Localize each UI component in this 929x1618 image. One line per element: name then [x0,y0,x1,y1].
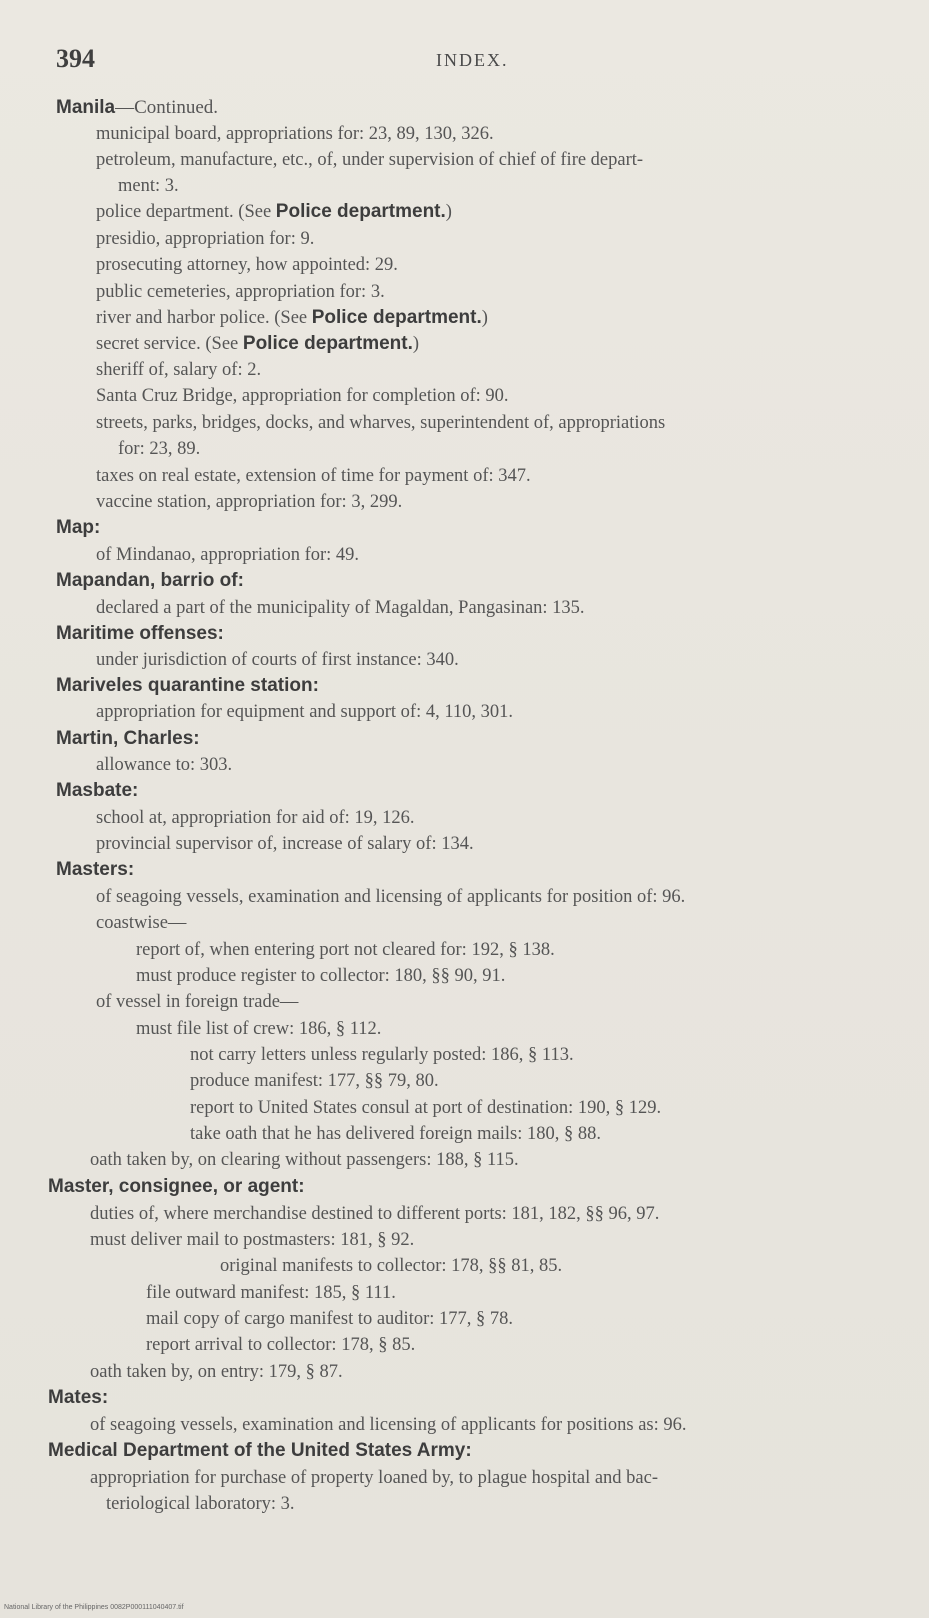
entry-text: must file list of crew: 186, § 112. [136,1019,382,1039]
entry-text: ment: 3. [118,176,179,196]
entry-text: appropriation for equipment and support of: 4, 110, 301. [96,702,514,722]
index-heading [48,1439,472,1463]
entry-text: report arrival to collector: 178, § 85. [146,1335,416,1355]
heading-text: Mariveles quarantine station: [56,675,319,696]
closing-paren: ) [481,308,488,328]
entry-text: original manifests to collector: 178, §§ 81, 85. [220,1256,563,1276]
heading-text: Mates: [48,1387,109,1408]
index-subentry [96,358,261,382]
index-subentry [90,1148,519,1172]
closing-paren: ) [412,334,420,354]
index-subentry [96,122,494,146]
running-head: INDEX. [436,50,509,70]
index-subentry [96,648,459,672]
entry-text: school at, appropriation for aid of: 19, 126. [96,808,415,828]
index-subentry [96,543,359,567]
entry-text: secret service. (See [96,334,243,354]
index-subentry [220,1254,562,1278]
cross-reference: Police department. [311,307,482,328]
index-subentry [146,1333,415,1357]
index-subentry [96,253,398,277]
index-subentry [90,1466,658,1490]
entry-text: must produce register to collector: 180, §§ 90, 91. [136,966,506,986]
index-subentry [96,990,298,1014]
entry-text: oath taken by, on clearing without passengers: 188, § 115. [90,1150,519,1170]
entry-text: duties of, where merchandise destined to different ports: 181, 182, §§ 96, 97. [90,1204,660,1224]
entry-text: municipal board, appropriations for: 23, 89, 130, 326. [96,124,494,144]
index-heading [56,727,200,751]
closing-paren: ) [445,202,452,222]
index-subentry [136,938,555,962]
entry-text: public cemeteries, appropriation for: 3. [96,282,385,302]
entry-text: Santa Cruz Bridge, appropriation for completion of: 90. [96,386,509,406]
entry-text: oath taken by, on entry: 179, § 87. [90,1362,343,1382]
entry-text: not carry letters unless regularly posted: 186, § 113. [190,1045,574,1065]
heading-text: Masters: [56,859,135,880]
index-heading [48,1175,305,1199]
entry-text: vaccine station, appropriation for: 3, 299. [96,492,403,512]
index-subentry [96,464,531,488]
index-subentry [106,1492,295,1516]
index-subentry [96,753,232,777]
index-heading [56,858,134,882]
entry-text: of Mindanao, appropriation for: 49. [96,545,360,565]
entry-text: report of, when entering port not cleared for: 192, § 138. [136,940,555,960]
index-subentry [96,148,643,172]
entry-text: must deliver mail to postmasters: 181, § 92. [90,1230,415,1250]
entry-text: petroleum, manufacture, etc., of, under supervision of chief of fire depart- [96,150,644,170]
index-subentry [90,1228,414,1252]
index-subentry [96,306,488,330]
index-subentry [118,174,179,198]
index-subentry [90,1413,687,1437]
index-subentry [190,1096,661,1120]
index-subentry [190,1122,601,1146]
entry-text: take oath that he has delivered foreign mails: 180, § 88. [190,1124,601,1144]
index-heading [56,516,100,540]
heading-text: Map: [56,517,101,538]
index-subentry [146,1281,396,1305]
index-subentry [190,1043,574,1067]
entry-text: under jurisdiction of courts of first instance: 340. [96,650,459,670]
heading-text: Master, consignee, or agent: [48,1176,305,1197]
index-subentry [96,490,402,514]
cross-reference: Police department. [275,201,446,222]
index-heading [56,96,218,120]
index-heading [56,622,224,646]
index-subentry [190,1069,439,1093]
index-subentry [136,964,505,988]
entry-text: for: 23, 89. [118,439,201,459]
entry-text: prosecuting attorney, how appointed: 29. [96,255,398,275]
index-heading [56,569,244,593]
index-subentry [90,1360,343,1384]
scan-credit: National Library of the Philippines 0082P000111040407.tif [4,1604,184,1611]
index-subentry [96,227,314,251]
index-subentry [146,1307,513,1331]
index-subentry [136,1017,381,1041]
index-subentry [96,280,385,304]
index-subentry [96,384,509,408]
entry-text: coastwise— [96,913,187,933]
entry-text: of seagoing vessels, examination and licensing of applicants for position of: 96. [96,887,686,907]
entry-text: produce manifest: 177, §§ 79, 80. [190,1071,439,1091]
entry-text: of vessel in foreign trade— [96,992,299,1012]
entry-text: declared a part of the municipality of Magaldan, Pangasinan: 135. [96,598,585,618]
heading-text: Maritime offenses: [56,623,224,644]
heading-text: Mapandan, barrio of: [56,570,244,591]
index-subentry [118,437,200,461]
continued-note: —Continued. [115,97,219,118]
entry-text: sheriff of, salary of: 2. [96,360,262,380]
entry-text: allowance to: 303. [96,755,233,775]
entry-text: appropriation for purchase of property loaned by, to plague hospital and bac- [90,1468,658,1488]
index-subentry [96,411,665,435]
entry-text: taxes on real estate, extension of time for payment of: 347. [96,466,531,486]
entry-text: police department. (See [96,202,276,222]
page-number: 394 [56,44,95,73]
index-heading [48,1386,108,1410]
heading-text: Manila [56,97,116,118]
index-subentry [96,596,585,620]
index-subentry [90,1202,659,1226]
entry-text: river and harbor police. (See [96,308,312,328]
entry-text: mail copy of cargo manifest to auditor: 177, § 78. [146,1309,514,1329]
heading-text: Martin, Charles: [56,728,200,749]
cross-reference: Police department. [242,333,413,354]
entry-text: streets, parks, bridges, docks, and wharves, superintendent of, appropriations [96,413,666,433]
entry-text: provincial supervisor of, increase of salary of: 134. [96,834,474,854]
index-subentry [96,700,513,724]
entry-text: file outward manifest: 185, § 111. [146,1283,396,1303]
heading-text: Masbate: [56,780,139,801]
entry-text: presidio, appropriation for: 9. [96,229,315,249]
index-heading [56,779,138,803]
index-subentry [96,806,415,830]
entry-text: report to United States consul at port of destination: 190, § 129. [190,1098,662,1118]
heading-text: Medical Department of the United States Army: [48,1440,472,1461]
index-subentry [96,832,474,856]
index-subentry [96,200,452,224]
index-subentry [96,332,419,356]
entry-text: teriological laboratory: 3. [106,1494,295,1514]
page-header [56,44,896,74]
index-subentry [96,885,685,909]
index-heading [56,674,319,698]
index-subentry [96,911,186,935]
entry-text: of seagoing vessels, examination and licensing of applicants for positions as: 96. [90,1415,687,1435]
